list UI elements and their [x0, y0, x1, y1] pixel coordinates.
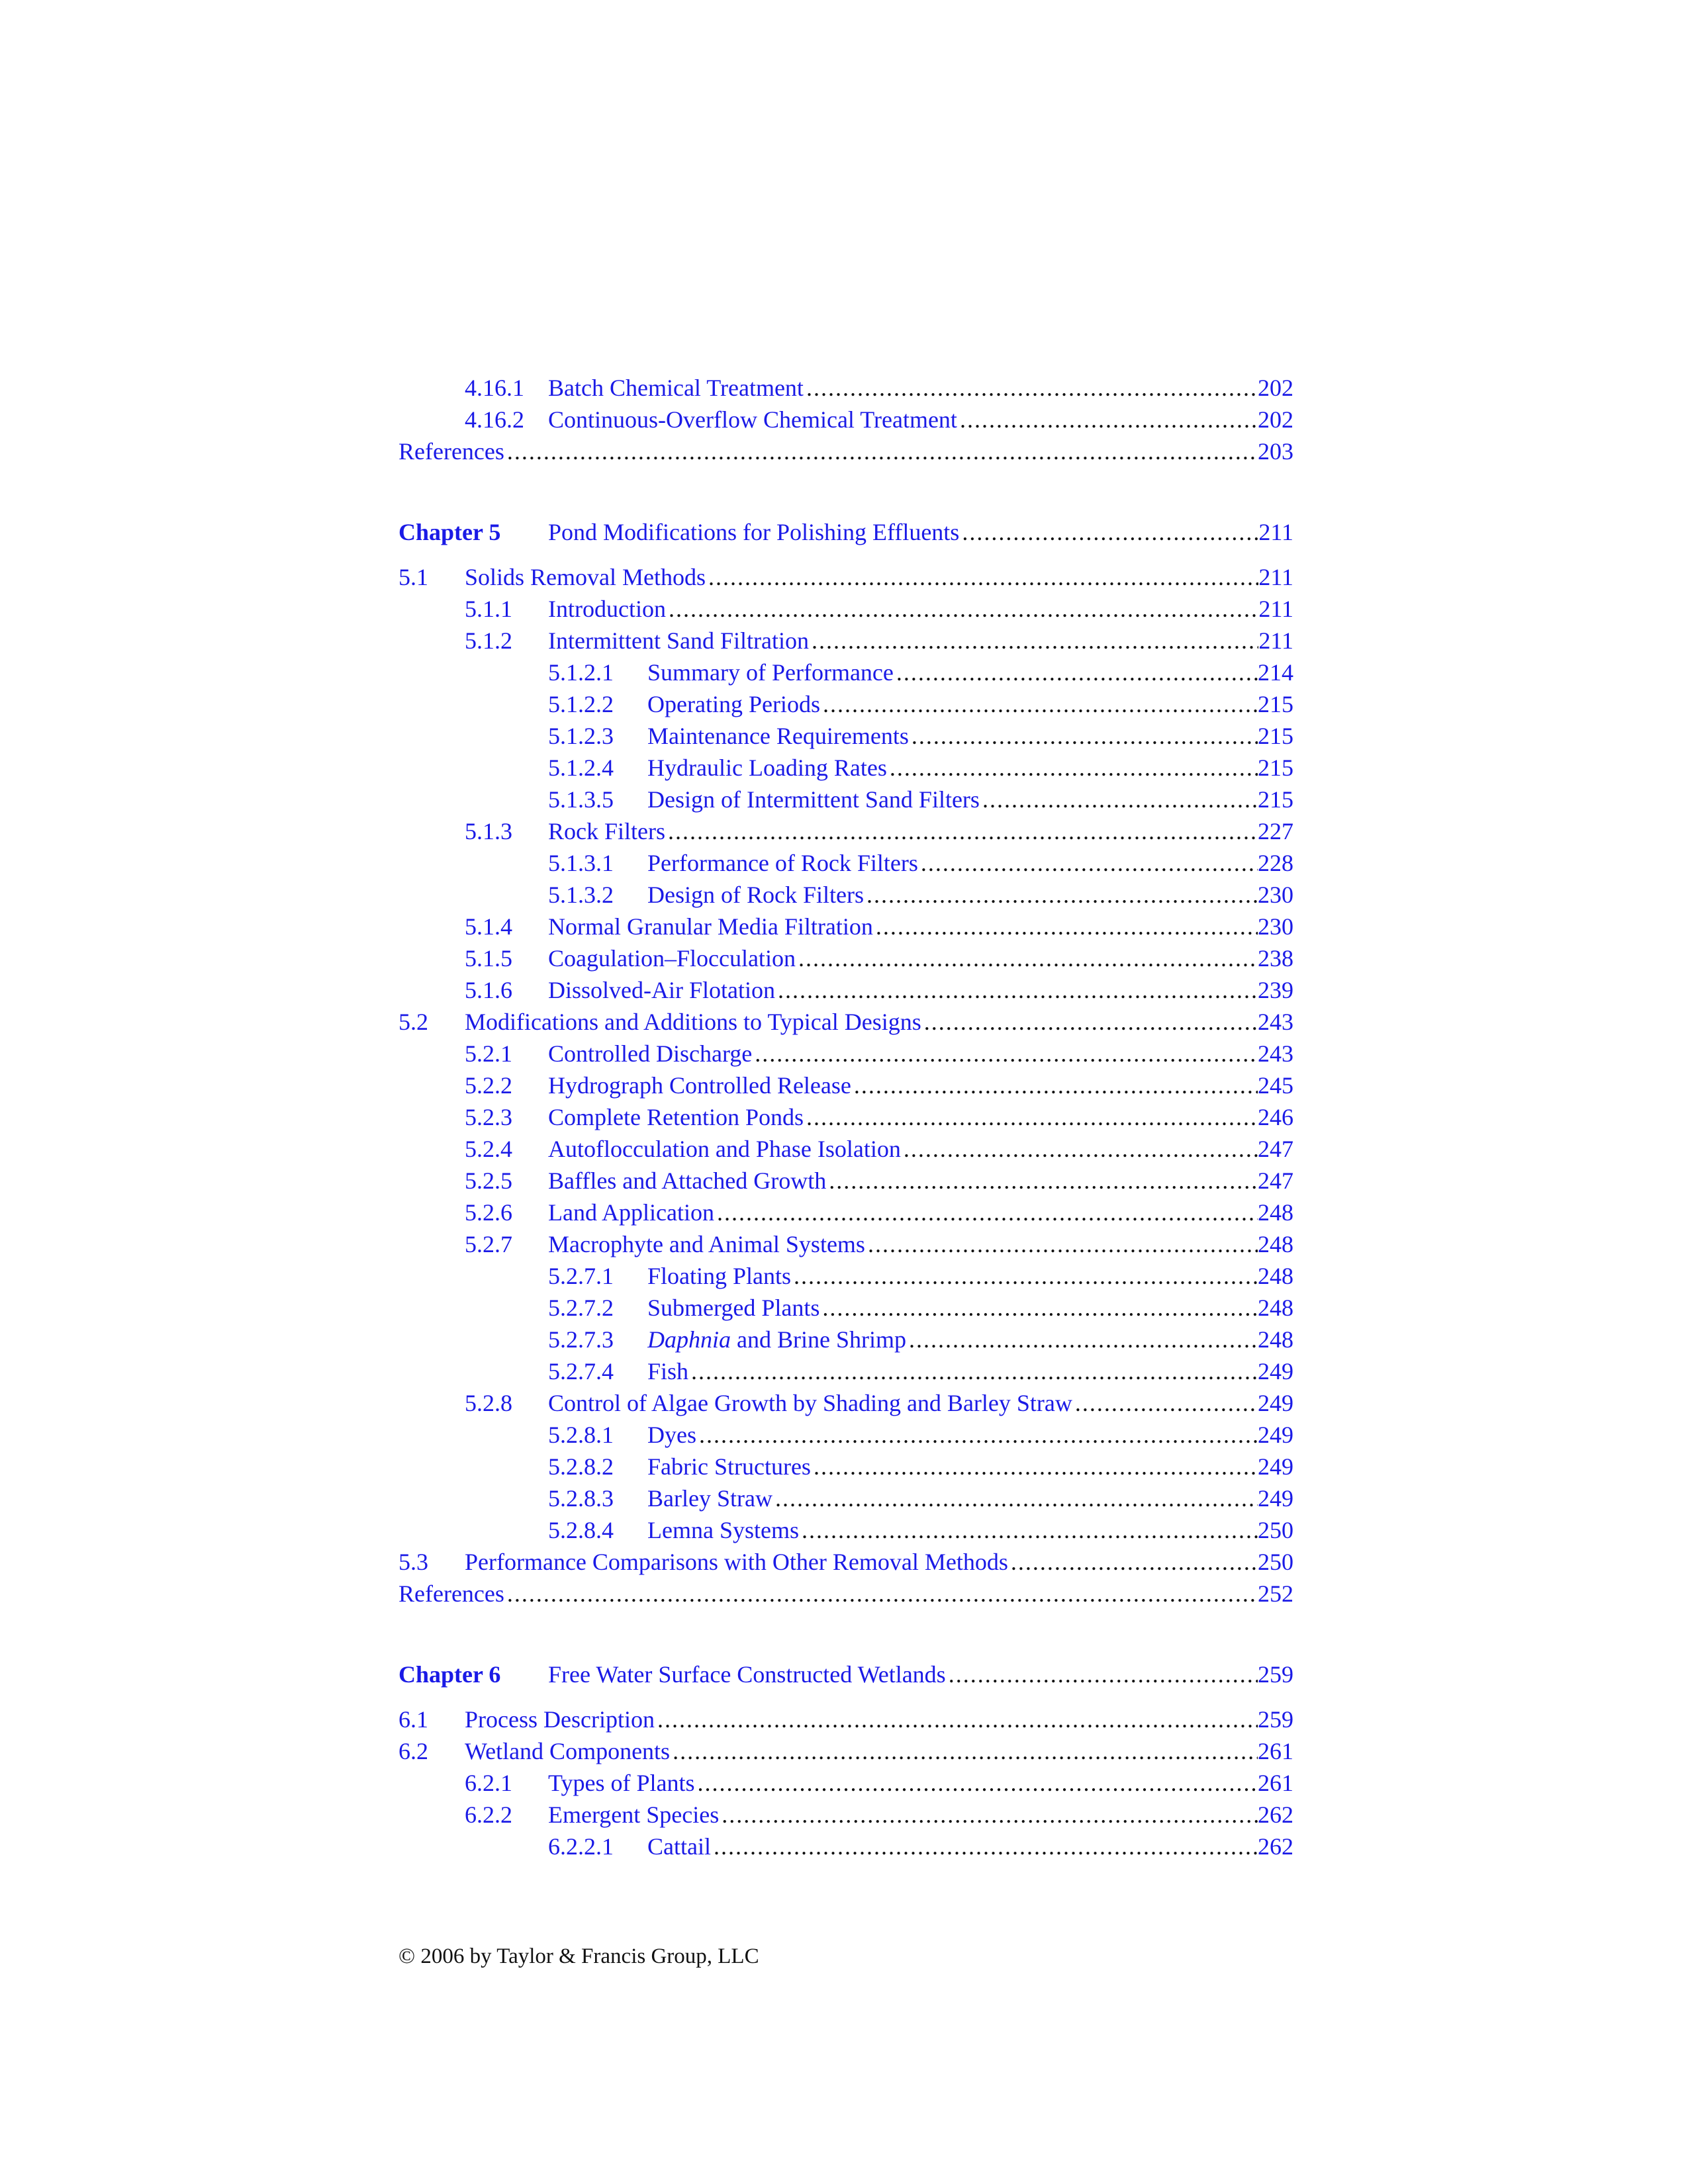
toc-entry-line — [465, 1006, 1293, 1038]
section-number: 5.1 — [399, 564, 428, 590]
section-title: Continuous-Overflow Chemical Treatment — [548, 406, 957, 433]
section-title: Fish — [647, 1358, 689, 1385]
page-number: 259 — [1258, 1706, 1293, 1733]
page-number: 261 — [1258, 1770, 1293, 1796]
page-number: 249 — [1258, 1453, 1293, 1480]
section-number: 5.1.3.1 — [548, 850, 614, 876]
section-title: Floating Plants — [647, 1263, 792, 1289]
section-title: Wetland Components — [465, 1738, 671, 1764]
toc-chapter-entry[interactable] — [399, 516, 1293, 548]
toc-entry[interactable] — [399, 657, 1293, 688]
dot-leader — [691, 1355, 1258, 1387]
dot-leader — [924, 1006, 1258, 1038]
toc-entry[interactable] — [399, 1799, 1293, 1831]
dot-leader — [806, 1101, 1258, 1133]
section-number: 5.1.4 — [465, 913, 512, 940]
page-number: 215 — [1258, 786, 1293, 813]
copyright-footer: © 2006 by Taylor & Francis Group, LLC — [399, 1944, 759, 1968]
page-number: 211 — [1258, 596, 1293, 622]
dot-leader — [507, 435, 1258, 467]
section-title: Modifications and Additions to Typical Designs — [465, 1009, 921, 1035]
section-title: Fabric Structures — [647, 1453, 811, 1480]
section-title: Pond Modifications for Polishing Effluents — [548, 519, 960, 545]
toc-entry-line — [548, 1069, 1293, 1101]
page-number: 262 — [1258, 1801, 1293, 1828]
section-number: 6.2.2 — [465, 1801, 512, 1828]
toc-entry-line — [647, 1419, 1293, 1451]
page-number: 249 — [1258, 1358, 1293, 1385]
page-number: 243 — [1258, 1009, 1293, 1035]
page-number: 228 — [1258, 850, 1293, 876]
toc-entry-line — [548, 372, 1293, 404]
dot-leader — [775, 1482, 1258, 1514]
section-title: Solids Removal Methods — [465, 564, 706, 590]
section-number: 6.2 — [399, 1738, 428, 1764]
toc-entry[interactable] — [399, 1419, 1293, 1451]
toc-entry[interactable] — [399, 404, 1293, 435]
dot-leader — [962, 516, 1258, 548]
dot-leader — [814, 1451, 1258, 1482]
section-number: 5.1.6 — [465, 977, 512, 1003]
dot-leader — [823, 688, 1258, 720]
page-number: 259 — [1258, 1661, 1293, 1688]
section-number: 5.2.7 — [465, 1231, 512, 1257]
toc-entry-line — [399, 435, 1293, 467]
section-title: Maintenance Requirements — [647, 723, 909, 749]
page-number: 246 — [1258, 1104, 1293, 1130]
section-title: Lemna Systems — [647, 1517, 799, 1543]
section-number: 5.2.8.2 — [548, 1453, 614, 1480]
section-title: Dyes — [647, 1422, 696, 1448]
chapter-number: Chapter 6 — [399, 1661, 501, 1688]
toc-entry-line — [548, 1387, 1293, 1419]
section-number: 5.2.1 — [465, 1040, 512, 1067]
toc-entry-line — [548, 593, 1293, 625]
toc-entry-line — [548, 1101, 1293, 1133]
section-number: 6.2.1 — [465, 1770, 512, 1796]
toc-entry-line — [647, 688, 1293, 720]
page-number: 215 — [1258, 691, 1293, 717]
page-number: 243 — [1258, 1040, 1293, 1067]
dot-leader — [890, 752, 1258, 784]
page-number: 248 — [1258, 1326, 1293, 1353]
dot-leader — [829, 1165, 1258, 1197]
dot-leader — [1075, 1387, 1258, 1419]
page-number: 245 — [1258, 1072, 1293, 1099]
section-title: Design of Intermittent Sand Filters — [647, 786, 980, 813]
toc-entry-line — [548, 1228, 1293, 1260]
dot-leader — [949, 1659, 1258, 1690]
toc-entry[interactable] — [399, 688, 1293, 720]
dot-leader — [714, 1831, 1258, 1862]
dot-leader — [755, 1038, 1258, 1069]
section-title: Intermittent Sand Filtration — [548, 627, 809, 654]
toc-entry-line — [647, 720, 1293, 752]
toc-entry-line — [548, 974, 1293, 1006]
dot-leader — [669, 593, 1258, 625]
section-number: 6.1 — [399, 1706, 428, 1733]
toc-entry[interactable] — [399, 942, 1293, 974]
dot-leader — [868, 1228, 1258, 1260]
section-title: Free Water Surface Constructed Wetlands — [548, 1661, 946, 1688]
page-number: 239 — [1258, 977, 1293, 1003]
toc-entry-line — [647, 1292, 1293, 1324]
page-number: 248 — [1258, 1231, 1293, 1257]
page-number: 215 — [1258, 754, 1293, 781]
page-number: 211 — [1258, 627, 1293, 654]
toc-entry-line — [548, 1133, 1293, 1165]
toc-entry[interactable] — [399, 1514, 1293, 1546]
section-title: Types of Plants — [548, 1770, 695, 1796]
toc-entry[interactable] — [399, 1101, 1293, 1133]
chapter-number: Chapter 5 — [399, 519, 501, 545]
section-title: References — [399, 438, 504, 465]
page-number: 252 — [1258, 1580, 1293, 1607]
toc-entry[interactable] — [399, 815, 1293, 847]
section-number: 5.2.8.1 — [548, 1422, 614, 1448]
toc-entry[interactable] — [399, 1578, 1293, 1610]
toc-entry-line — [647, 1514, 1293, 1546]
toc-entry[interactable] — [399, 1197, 1293, 1228]
dot-leader — [717, 1197, 1258, 1228]
toc-entry-line — [548, 1197, 1293, 1228]
toc-entry-line — [548, 1767, 1293, 1799]
section-title: Normal Granular Media Filtration — [548, 913, 873, 940]
toc-entry-line — [548, 625, 1293, 657]
section-title: Performance Comparisons with Other Removal Methods — [465, 1549, 1008, 1575]
toc-entry[interactable] — [399, 1165, 1293, 1197]
toc-entry-line — [399, 1578, 1293, 1610]
toc-entry-line — [548, 1165, 1293, 1197]
section-title: Batch Chemical Treatment — [548, 375, 804, 401]
page-number: 230 — [1258, 882, 1293, 908]
toc-entry-line — [465, 1704, 1293, 1735]
page-number: 247 — [1258, 1136, 1293, 1162]
dot-leader — [806, 372, 1258, 404]
section-title: Controlled Discharge — [548, 1040, 753, 1067]
page-number: 261 — [1258, 1738, 1293, 1764]
toc-entry-line — [548, 1038, 1293, 1069]
toc-entry-line — [465, 1735, 1293, 1767]
dot-leader — [699, 1419, 1258, 1451]
toc-entry[interactable] — [399, 1006, 1293, 1038]
dot-leader — [668, 815, 1258, 847]
page-number: 202 — [1258, 375, 1293, 401]
section-title: Barley Straw — [647, 1485, 773, 1512]
toc-entry[interactable] — [399, 1133, 1293, 1165]
section-number: 5.1.3.5 — [548, 786, 614, 813]
section-title: Process Description — [465, 1706, 655, 1733]
dot-leader — [909, 1324, 1258, 1355]
dot-leader — [778, 974, 1258, 1006]
toc-entry-line — [647, 879, 1293, 911]
section-number: 5.2.7.3 — [548, 1326, 614, 1353]
toc-entry[interactable] — [399, 1767, 1293, 1799]
toc-entry-line — [647, 752, 1293, 784]
toc-entry[interactable] — [399, 1482, 1293, 1514]
section-number: 5.3 — [399, 1549, 428, 1575]
dot-leader — [722, 1799, 1258, 1831]
toc-entry[interactable] — [399, 625, 1293, 657]
section-title — [647, 1324, 909, 1355]
section-number: 5.2.3 — [465, 1104, 512, 1130]
page-number: 215 — [1258, 723, 1293, 749]
section-title: Coagulation–Flocculation — [548, 945, 796, 972]
toc-entry[interactable] — [399, 1546, 1293, 1578]
section-title: Introduction — [548, 596, 666, 622]
toc-entry-line — [647, 657, 1293, 688]
section-title: Macrophyte and Animal Systems — [548, 1231, 865, 1257]
section-number: 5.1.2.2 — [548, 691, 614, 717]
toc-entry-line — [647, 1355, 1293, 1387]
toc-entry-line — [548, 1799, 1293, 1831]
page-number: 211 — [1258, 519, 1293, 545]
section-number: 4.16.1 — [465, 375, 524, 401]
toc-entry-line — [548, 1659, 1293, 1690]
toc-entry[interactable] — [399, 1292, 1293, 1324]
toc-entry-line — [647, 1260, 1293, 1292]
dot-leader — [1011, 1546, 1258, 1578]
section-number: 5.1.1 — [465, 596, 512, 622]
toc-entry[interactable] — [399, 1260, 1293, 1292]
page-number: 248 — [1258, 1295, 1293, 1321]
toc-entry[interactable] — [399, 1324, 1293, 1355]
toc-entry[interactable] — [399, 1387, 1293, 1419]
toc-entry[interactable] — [399, 1069, 1293, 1101]
page-number: 249 — [1258, 1422, 1293, 1448]
page-number: 262 — [1258, 1833, 1293, 1860]
dot-leader — [876, 911, 1258, 942]
toc-entry[interactable] — [399, 1704, 1293, 1735]
section-title: Design of Rock Filters — [647, 882, 864, 908]
toc-entry[interactable] — [399, 879, 1293, 911]
page-number: 202 — [1258, 406, 1293, 433]
section-number: 5.2.8 — [465, 1390, 512, 1416]
section-number: 5.1.3.2 — [548, 882, 614, 908]
toc-entry-line — [647, 784, 1293, 815]
section-title: Autoflocculation and Phase Isolation — [548, 1136, 901, 1162]
section-number: 5.2.8.3 — [548, 1485, 614, 1512]
section-title: Submerged Plants — [647, 1295, 820, 1321]
page-number: 238 — [1258, 945, 1293, 972]
dot-leader — [708, 561, 1258, 593]
toc-entry[interactable] — [399, 561, 1293, 593]
section-number: 5.2.7.1 — [548, 1263, 614, 1289]
section-title: References — [399, 1580, 504, 1607]
section-title: Land Application — [548, 1199, 714, 1226]
section-number: 5.1.2 — [465, 627, 512, 654]
toc-entry[interactable] — [399, 1735, 1293, 1767]
section-title: Complete Retention Ponds — [548, 1104, 804, 1130]
page-number: 227 — [1258, 818, 1293, 844]
toc-entry-line — [465, 561, 1293, 593]
section-number: 6.2.2.1 — [548, 1833, 614, 1860]
page-number: 230 — [1258, 913, 1293, 940]
section-title: Cattail — [647, 1833, 711, 1860]
toc-entry-line — [465, 1546, 1293, 1578]
page-number: 203 — [1258, 438, 1293, 465]
page-number: 249 — [1258, 1485, 1293, 1512]
dot-leader — [673, 1735, 1258, 1767]
dot-leader — [921, 847, 1258, 879]
section-number: 5.2.7.2 — [548, 1295, 614, 1321]
page-number: 248 — [1258, 1199, 1293, 1226]
section-number: 5.1.2.3 — [548, 723, 614, 749]
toc-entry[interactable] — [399, 1831, 1293, 1862]
dot-leader — [912, 720, 1258, 752]
page-number: 250 — [1258, 1549, 1293, 1575]
section-title: Summary of Performance — [647, 659, 894, 686]
page-number: 247 — [1258, 1167, 1293, 1194]
dot-leader — [507, 1578, 1258, 1610]
section-title: Control of Algae Growth by Shading and Barley Straw — [548, 1390, 1072, 1416]
dot-leader — [982, 784, 1258, 815]
page-number: 211 — [1258, 564, 1293, 590]
toc-entry-line — [647, 1482, 1293, 1514]
section-title-italic: Daphnia — [647, 1326, 731, 1353]
toc-entry[interactable] — [399, 847, 1293, 879]
toc-entry[interactable] — [399, 974, 1293, 1006]
dot-leader — [798, 942, 1258, 974]
section-title: Emergent Species — [548, 1801, 720, 1828]
toc-entry[interactable] — [399, 1228, 1293, 1260]
section-number: 5.2 — [399, 1009, 428, 1035]
toc-entry[interactable] — [399, 911, 1293, 942]
page-number: 250 — [1258, 1517, 1293, 1543]
toc-entry-line — [548, 815, 1293, 847]
section-title: Rock Filters — [548, 818, 665, 844]
toc-entry[interactable] — [399, 372, 1293, 404]
toc-entry[interactable] — [399, 784, 1293, 815]
toc-entry[interactable] — [399, 593, 1293, 625]
toc-entry-line — [647, 847, 1293, 879]
page-number: 249 — [1258, 1390, 1293, 1416]
dot-leader — [657, 1704, 1258, 1735]
dot-leader — [697, 1767, 1258, 1799]
toc-entry[interactable] — [399, 1355, 1293, 1387]
toc-entry-line — [548, 516, 1293, 548]
section-number: 5.1.2.1 — [548, 659, 614, 686]
section-number: 5.2.8.4 — [548, 1517, 614, 1543]
toc-entry[interactable] — [399, 435, 1293, 467]
table-of-contents — [399, 372, 1293, 1862]
section-title: Hydrograph Controlled Release — [548, 1072, 851, 1099]
section-title: Baffles and Attached Growth — [548, 1167, 827, 1194]
toc-chapter-entry[interactable] — [399, 1659, 1293, 1690]
dot-leader — [960, 404, 1258, 435]
toc-entry[interactable] — [399, 1038, 1293, 1069]
section-title-rest: and Brine Shrimp — [731, 1326, 906, 1353]
dot-leader — [867, 879, 1258, 911]
dot-leader — [794, 1260, 1258, 1292]
toc-entry-line — [548, 404, 1293, 435]
section-title: Performance of Rock Filters — [647, 850, 918, 876]
toc-entry[interactable] — [399, 720, 1293, 752]
section-number: 5.2.4 — [465, 1136, 512, 1162]
page-number: 248 — [1258, 1263, 1293, 1289]
dot-leader — [802, 1514, 1258, 1546]
toc-entry-line — [647, 1831, 1293, 1862]
toc-entry-line — [647, 1451, 1293, 1482]
section-number: 5.1.3 — [465, 818, 512, 844]
section-number: 5.2.7.4 — [548, 1358, 614, 1385]
section-title: Hydraulic Loading Rates — [647, 754, 887, 781]
toc-entry-line — [548, 911, 1293, 942]
toc-entry[interactable] — [399, 752, 1293, 784]
section-number: 5.1.5 — [465, 945, 512, 972]
toc-entry-line — [548, 942, 1293, 974]
section-number: 5.2.2 — [465, 1072, 512, 1099]
page-number: 214 — [1258, 659, 1293, 686]
dot-leader — [896, 657, 1258, 688]
section-number: 4.16.2 — [465, 406, 524, 433]
dot-leader — [854, 1069, 1258, 1101]
dot-leader — [904, 1133, 1258, 1165]
toc-entry-line — [647, 1324, 1293, 1355]
toc-entry[interactable] — [399, 1451, 1293, 1482]
dot-leader — [812, 625, 1258, 657]
section-number: 5.2.6 — [465, 1199, 512, 1226]
section-title: Dissolved-Air Flotation — [548, 977, 775, 1003]
section-number: 5.1.2.4 — [548, 754, 614, 781]
dot-leader — [822, 1292, 1258, 1324]
section-title: Operating Periods — [647, 691, 820, 717]
section-number: 5.2.5 — [465, 1167, 512, 1194]
